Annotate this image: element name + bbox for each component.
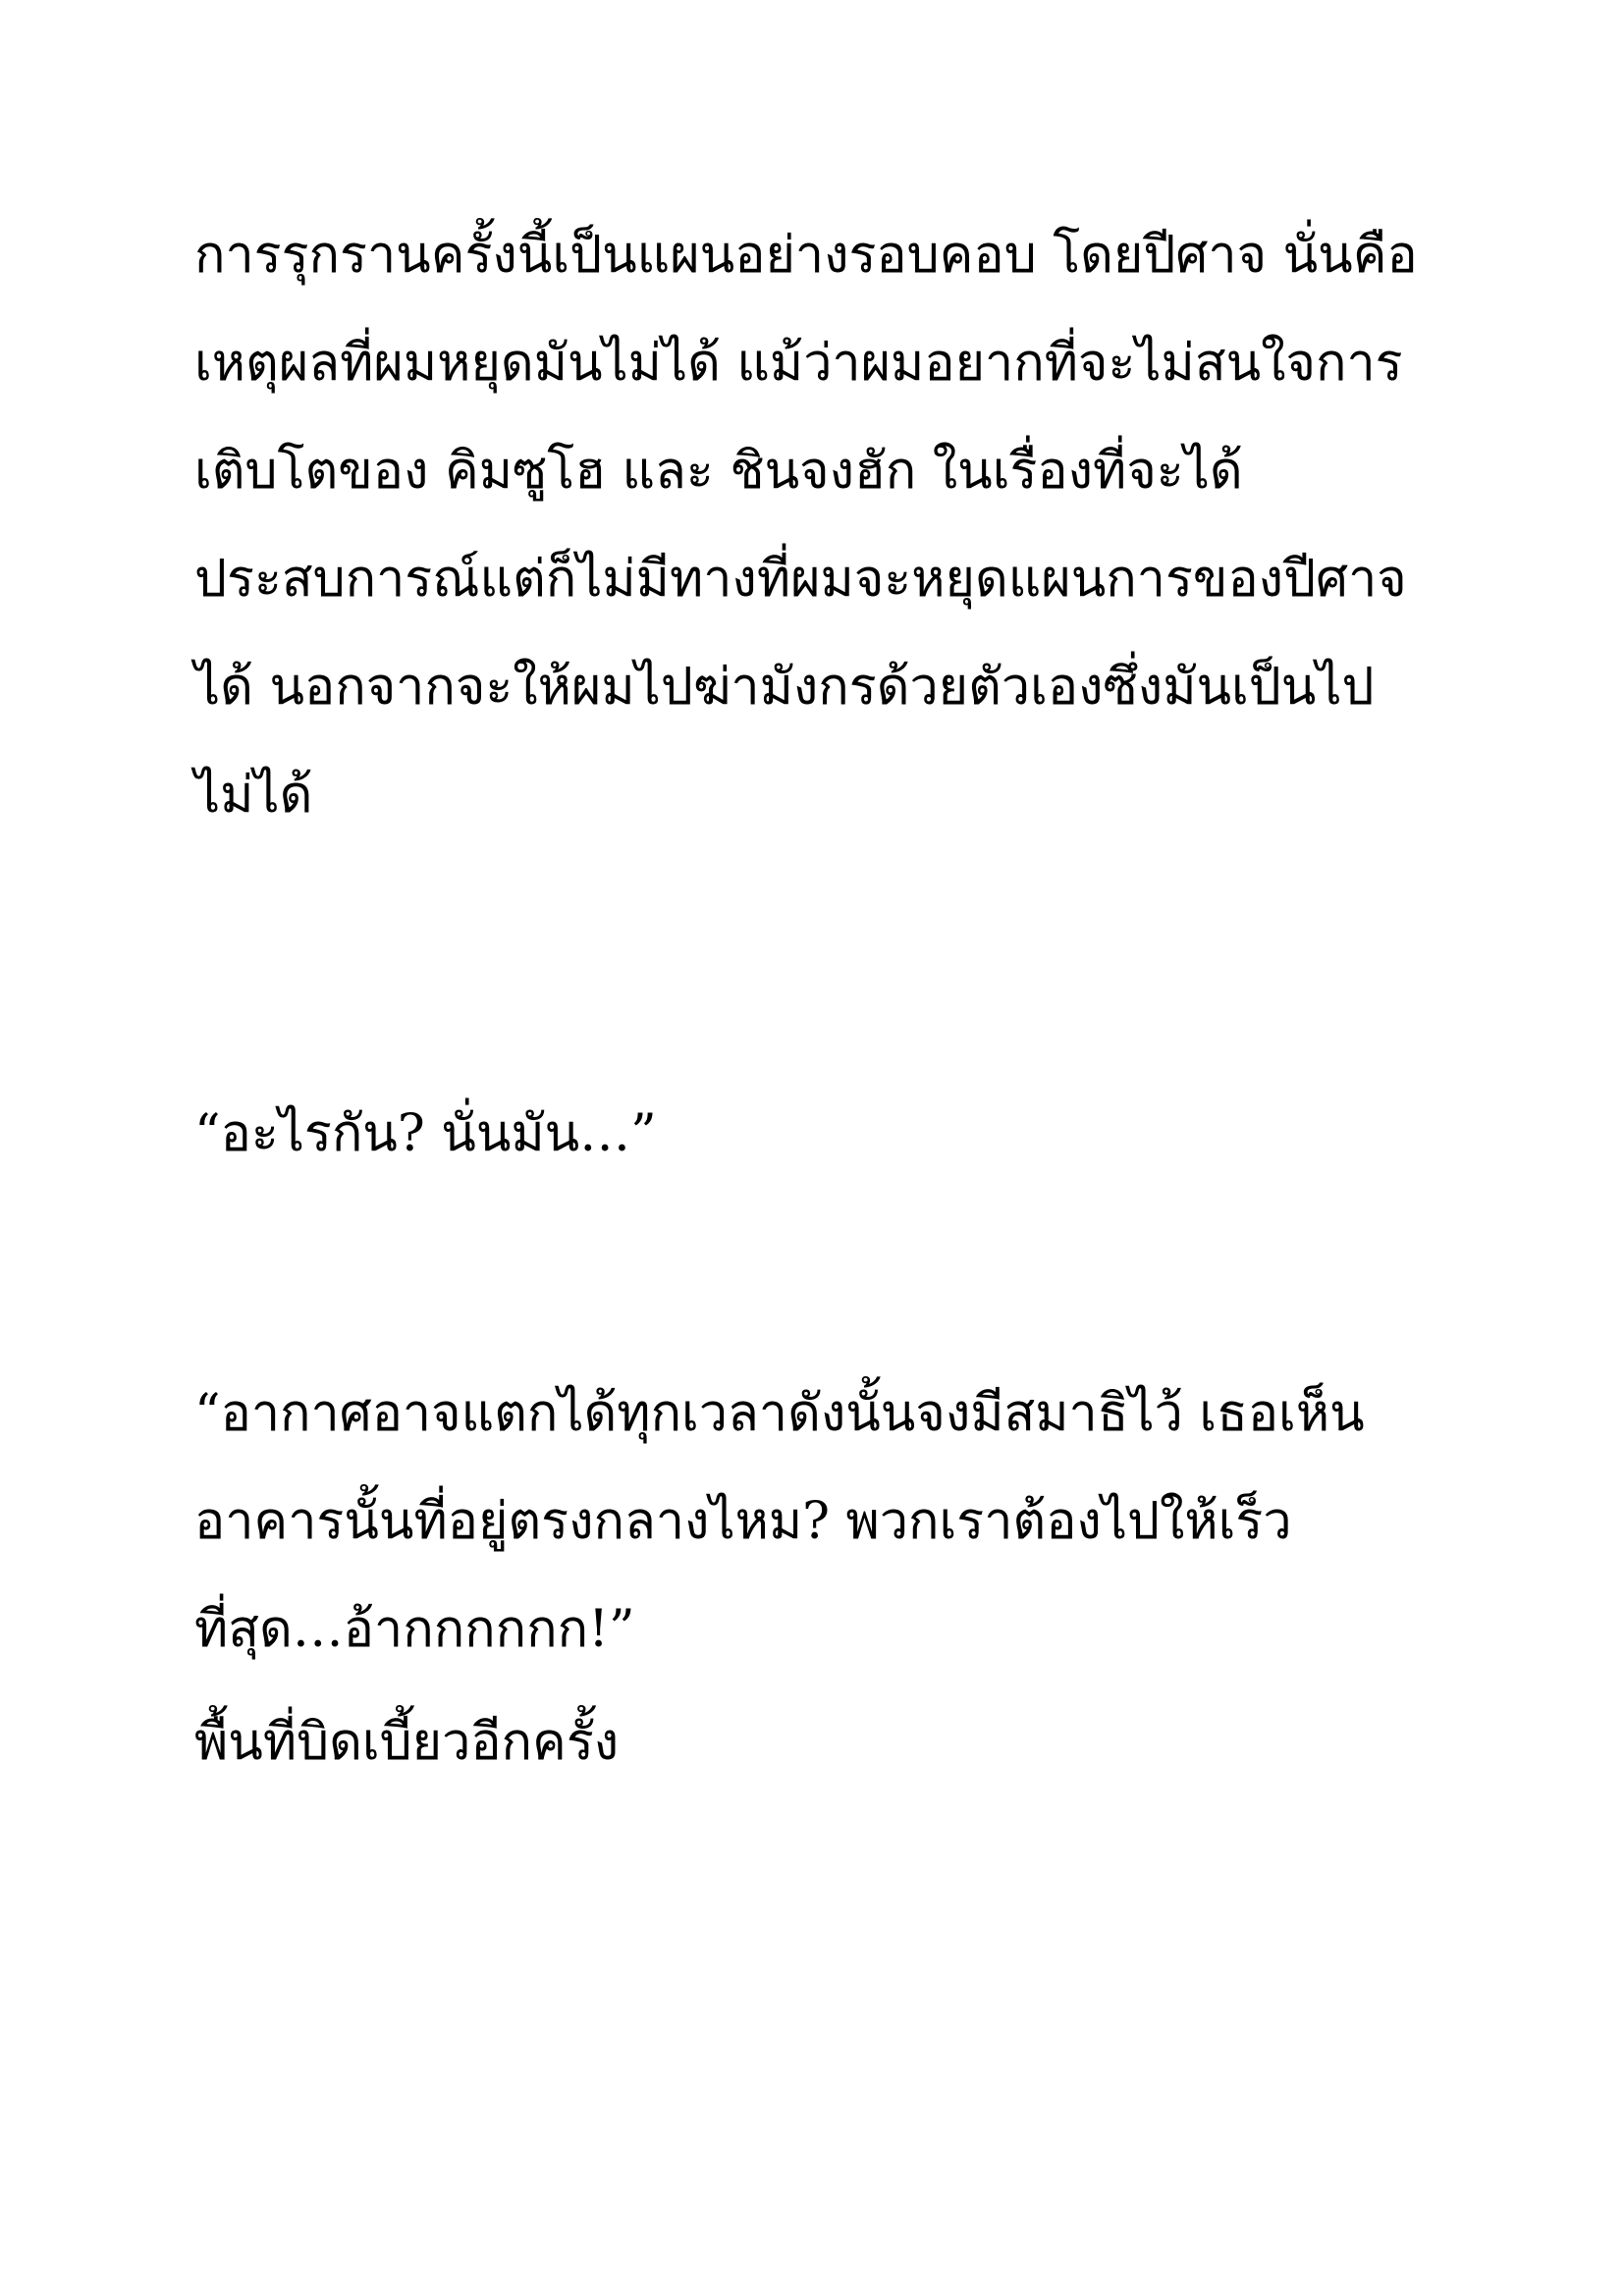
paragraph-line: ไม่ได้ [194, 766, 313, 825]
paragraph-line: เติบโตของ คิมซูโฮ และ ชินจงฮัก ในเรื่องที่จะได้ [194, 442, 1243, 501]
paragraph-line: อาคารนั้นที่อยู่ตรงกลางไหม? พวกเราต้องไปให้เร็ว [194, 1492, 1292, 1551]
paragraph-line: “อะไรกัน? นั่นมัน…” [194, 1104, 657, 1163]
paragraph-line: การรุกรานครั้งนี้เป็นแผนอย่างรอบคอบ โดยปีศาจ นั่นคือ [194, 226, 1418, 285]
paragraph-narration-1 [194, 201, 1471, 849]
paragraph-line: เหตุผลที่ผมหยุดมันไม่ได้ แม้ว่าผมอยากที่จะไม่สนใจการ [194, 334, 1403, 393]
paragraph-line: ประสบการณ์แต่ก็ไม่มีทางที่ผมจะหยุดแผนการของปีศาจ [194, 550, 1407, 609]
paragraph-line: พื้นที่บิดเบี้ยวอีกครั้ง [194, 1713, 620, 1772]
paragraph-narration-2 [194, 1688, 1471, 1796]
paragraph-line: ที่สุด…อ้ากกกกกก!” [194, 1600, 635, 1659]
paragraph-dialogue-1 [194, 1080, 1471, 1188]
paragraph-line: “อากาศอาจแตกได้ทุกเวลาดังนั้นจงมีสมาธิไว้ เธอเห็น [194, 1384, 1365, 1443]
paragraph-dialogue-2 [194, 1360, 1471, 1683]
paragraph-line: ได้ นอกจากจะให้ผมไปฆ่ามังกรด้วยตัวเองซึ่งมันเป็นไป [194, 658, 1375, 717]
